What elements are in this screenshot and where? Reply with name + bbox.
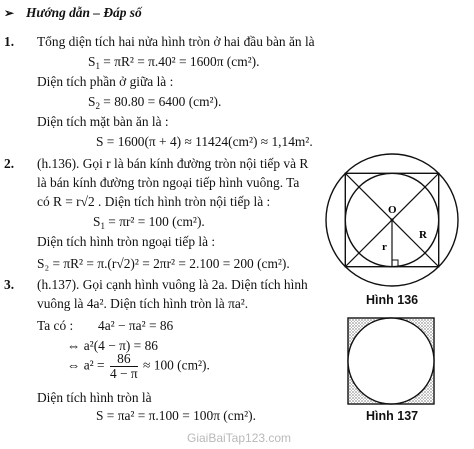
problem1-eq3: S = 1600(π + 4) ≈ 11424(cm²) ≈ 1,14m². <box>96 134 313 149</box>
figure-137 <box>346 316 436 406</box>
problem2-number: 2. <box>4 156 15 171</box>
label-R: R <box>419 229 427 241</box>
label-r: r <box>382 241 387 253</box>
problem3-eq3: ⇔ a² = $\frac{86}{4 - \pi}$ ≈ 100 (cm²). <box>67 351 210 381</box>
problem3-eq2: ⇔ a²(4 − π) = 86 <box>67 338 158 353</box>
problem2-line1: (h.136). Gọi r là bán kính đường tròn nội tiếp và R <box>37 156 309 171</box>
problem3-taco: Ta có : <box>37 318 74 333</box>
problem1-line3: Diện tích mặt bàn ăn là : <box>37 114 169 129</box>
problem2-eq2: S₂ = πR² = π.(r√2)² = 2πr² = 2.100 = 200 (cm²). <box>37 256 290 271</box>
problem1-eq2: $S_2 = 80.80 = 6400$ (cm²). <box>88 94 222 111</box>
problem2-line2: là bán kính đường tròn ngoại tiếp hình vuông. Ta <box>37 175 300 190</box>
inscribed-circle-137 <box>348 318 434 404</box>
figure-136 <box>322 150 462 290</box>
figure136-caption: Hình 136 <box>366 293 419 307</box>
problem2-line4: Diện tích hình tròn ngoại tiếp là : <box>37 234 216 249</box>
problem3-eq1: 4a² − πa² = 86 <box>98 318 174 333</box>
problem3-eq4: S = πa² = π.100 = 100π (cm²). <box>96 408 256 423</box>
problem3-line1: (h.137). Gọi cạnh hình vuông là 2a. Diện tích hình <box>37 277 308 292</box>
problem3-number: 3. <box>4 277 15 292</box>
problem3-line3: Diện tích hình tròn là <box>37 390 152 405</box>
problem2-line3: có R = r√2 . Diện tích hình tròn nội tiếp là : <box>37 194 271 209</box>
problem1-line1: Tổng diện tích hai nửa hình tròn ở hai đầu bàn ăn là <box>37 34 315 49</box>
problem1-eq1: $S_1 = \pi R^2 = \pi.40^2 = 1600\pi$ (cm²). <box>88 54 260 71</box>
problem2-eq1: $S_1 = \pi r^2 = 100$ (cm²). <box>93 214 205 231</box>
problem1-number: 1. <box>4 34 15 49</box>
figure137-caption: Hình 137 <box>366 409 419 423</box>
heading-arrow: ➢ <box>4 6 15 20</box>
heading-title: Hướng dẫn – Đáp số <box>26 5 142 20</box>
problem3-fraction: $\frac{86}{4 - \pi}$ <box>109 351 138 381</box>
center-dot <box>390 218 393 221</box>
problem1-line2: Diện tích phần ở giữa là : <box>37 74 174 89</box>
right-angle-mark <box>392 260 398 267</box>
problem3-line2: vuông là 4a². Diện tích hình tròn là πa². <box>37 296 249 311</box>
watermark: GiaiBaiTap123.com <box>187 431 292 445</box>
label-O: O <box>388 204 397 216</box>
